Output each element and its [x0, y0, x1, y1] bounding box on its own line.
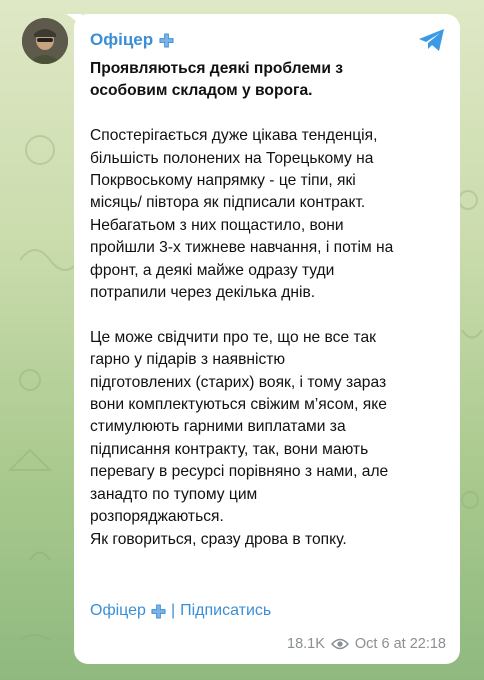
paragraph-gap [90, 304, 452, 326]
channel-avatar[interactable] [22, 18, 68, 64]
post-paragraph-1: Спостерігається дуже цікава тенденція, більшість полонених на Торецькому на Покрвоському напрямку - це тіпи, які місяць/ півтора як підписали контракт. Небагатьом з них пощастило, вони пройшли 3-х тижневе навчання, і потім на фронт, а деякі майже одразу туди потрапили через декілька днів. [90, 127, 394, 302]
message-meta [287, 636, 446, 652]
message-timestamp: Oct 6 at 22:18 [354, 636, 446, 652]
footer-channel-link[interactable]: Офіцер [90, 602, 146, 619]
blue-cross-icon [159, 33, 174, 48]
telegram-plane-icon[interactable] [418, 28, 446, 52]
channel-name-label[interactable]: Офіцер [90, 30, 154, 49]
post-paragraph-2: Це може свідчити про те, що не все так гарно у підарів з наявністю підготовлених (старих) вояк, і тому зараз вони комплектуються свіжим м’ясом, яке стимулюють гарними виплатами за підписання контракту, так, вони мають перевагу в ресурсі порівняно з нами, але занадто по тупому цим розпоряджаються. Як говориться, сразу дрова в топку. [90, 328, 389, 548]
soldier-avatar-icon [22, 18, 68, 64]
post-footer [90, 602, 271, 620]
eye-icon [331, 638, 349, 650]
message-bubble [74, 14, 460, 664]
paragraph-gap [90, 103, 452, 125]
post-body [90, 58, 452, 551]
subscribe-link[interactable]: Підписатись [180, 602, 272, 619]
view-count: 18.1K [287, 636, 325, 652]
post-title: Проявляються деякі проблеми з особовим складом у ворога. [90, 60, 344, 100]
channel-name[interactable] [90, 30, 174, 50]
blue-cross-icon [151, 604, 166, 619]
footer-separator: | [170, 602, 176, 619]
